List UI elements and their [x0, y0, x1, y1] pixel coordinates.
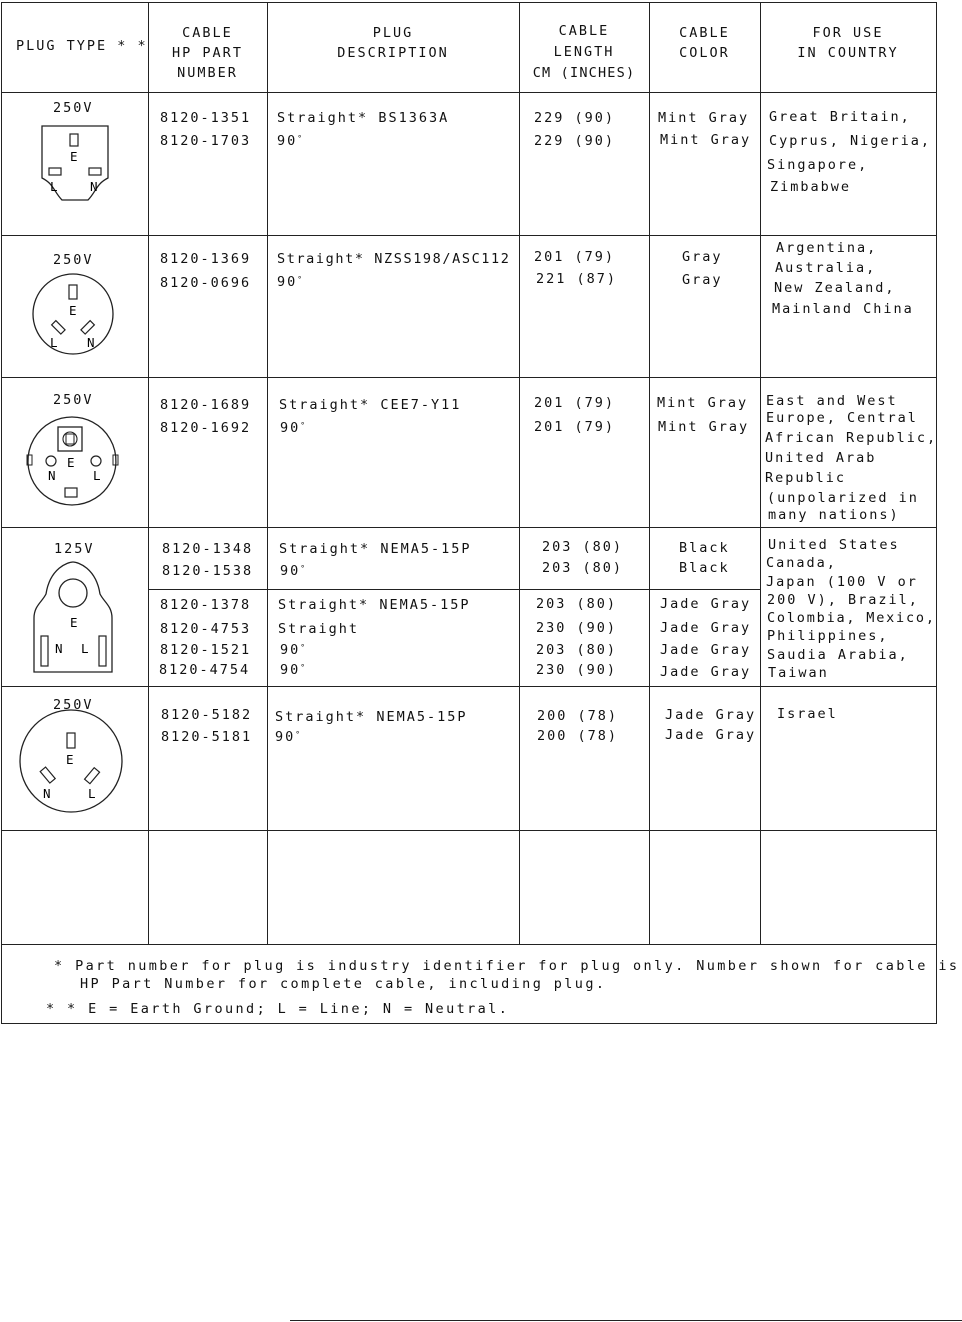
plug-description: Straight* NEMA5-15P [279, 541, 472, 557]
country-line: Colombia, Mexico, [767, 610, 936, 626]
part-number: 8120-1378 [160, 597, 252, 613]
pin-label-l: L [50, 179, 58, 194]
part-number: 8120-1689 [160, 397, 252, 413]
header-plug-desc-2: DESCRIPTION [337, 45, 449, 61]
cable-length: 200 (78) [537, 708, 619, 724]
plug-description: 90° [280, 563, 306, 579]
schuko-plug-icon [25, 412, 121, 504]
cable-color: Black [679, 560, 730, 576]
country-line: East and West [766, 393, 898, 409]
country-line: Great Britain, [769, 109, 911, 125]
voltage-label: 250V [53, 100, 94, 116]
country-line: Singapore, [767, 157, 869, 173]
pin-label-e: E [70, 615, 78, 630]
pin-label-l: L [93, 468, 101, 483]
part-number: 8120-1692 [160, 420, 252, 436]
country-line: Mainland China [772, 301, 914, 317]
header-plug-type: PLUG TYPE * * [16, 38, 148, 54]
plug-description: Straight [278, 621, 360, 637]
part-number: 8120-0696 [160, 275, 252, 291]
footnote-star-line-2: HP Part Number for complete cable, including plug. [80, 976, 607, 992]
country-line: Argentina, [776, 240, 878, 256]
pin-label-e: E [66, 752, 74, 767]
cable-length: 230 (90) [536, 662, 618, 678]
nema-5-15p-plug-icon [18, 560, 124, 680]
cable-length: 201 (79) [534, 249, 616, 265]
pin-label-l: L [50, 335, 58, 350]
cable-color: Jade Gray [665, 727, 757, 743]
part-number: 8120-1348 [162, 541, 254, 557]
plug-description: Straight* CEE7-Y11 [279, 397, 462, 413]
voltage-label: 250V [53, 697, 94, 713]
cable-length: 201 (79) [534, 395, 616, 411]
israeli-plug-icon [18, 717, 124, 809]
voltage-label: 250V [53, 252, 94, 268]
bs1363-plug-icon [30, 122, 120, 207]
country-line: Zimbabwe [770, 179, 852, 195]
plug-description: Straight* BS1363A [277, 110, 450, 126]
country-line: 200 V), Brazil, [767, 592, 919, 608]
cable-length: 200 (78) [537, 728, 619, 744]
pin-label-e: E [67, 455, 75, 470]
header-cable-part-1: CABLE [182, 25, 233, 41]
cable-color: Jade Gray [660, 664, 752, 680]
country-line: Cyprus, Nigeria, [769, 133, 932, 149]
plug-description: 90° [280, 420, 306, 436]
cable-color: Jade Gray [665, 707, 757, 723]
header-length-2: LENGTH [553, 44, 615, 60]
cable-length: 203 (80) [536, 596, 618, 612]
country-line: Japan (100 V or [766, 574, 918, 590]
country-line: New Zealand, [774, 280, 896, 296]
cable-color: Mint Gray [658, 419, 750, 435]
part-number: 8120-1538 [162, 563, 254, 579]
voltage-label: 250V [53, 392, 94, 408]
footnote-star-line-1: * Part number for plug is industry identifier for plug only. Number shown for cable is [54, 958, 960, 974]
part-number: 8120-1521 [160, 642, 252, 658]
part-number: 8120-5181 [161, 729, 253, 745]
cable-length: 203 (80) [536, 642, 618, 658]
cable-length: 201 (79) [534, 419, 616, 435]
header-length-1: CABLE [558, 23, 610, 39]
country-line: United Arab [765, 450, 877, 466]
pin-label-e: E [70, 149, 78, 164]
country-line: many nations) [768, 507, 900, 523]
part-number: 8120-5182 [161, 707, 253, 723]
pin-label-l: L [81, 641, 89, 656]
plug-description: Straight* NEMA5-15P [278, 597, 471, 613]
cable-color: Mint Gray [658, 110, 750, 126]
header-cable-part-3: NUMBER [177, 65, 238, 81]
pin-label-e: E [69, 303, 77, 318]
cable-length: 230 (90) [536, 620, 618, 636]
part-number: 8120-1351 [160, 110, 252, 126]
header-color-2: COLOR [679, 45, 730, 61]
cable-color: Mint Gray [657, 395, 749, 411]
cable-color: Mint Gray [660, 132, 752, 148]
part-number: 8120-1703 [160, 133, 252, 149]
country-line: Taiwan [768, 665, 829, 681]
cable-length: 203 (80) [542, 539, 624, 555]
voltage-label: 125V [54, 541, 95, 557]
part-number: 8120-1369 [160, 251, 252, 267]
part-number: 8120-4753 [160, 621, 252, 637]
plug-description: 90° [280, 642, 306, 658]
header-cable-part-2: HP PART [172, 45, 243, 61]
plug-description: Straight* NZSS198/ASC112 [277, 251, 511, 267]
cable-color: Jade Gray [660, 620, 752, 636]
pin-label-n: N [90, 179, 98, 194]
plug-description: 90° [275, 729, 301, 745]
country-line: Saudia Arabia, [767, 647, 909, 663]
country-line: Israel [777, 706, 838, 722]
header-color-1: CABLE [679, 25, 730, 41]
pin-label-n: N [43, 786, 51, 801]
cable-length: 229 (90) [534, 133, 616, 149]
cable-length: 229 (90) [534, 110, 616, 126]
country-line: Australia, [775, 260, 877, 276]
country-line: Republic [765, 470, 847, 486]
pin-label-l: L [88, 786, 96, 801]
header-length-3: CM (INCHES) [532, 65, 636, 81]
australian-plug-icon [26, 272, 122, 358]
header-country-2: IN COUNTRY [797, 45, 899, 61]
country-line: Europe, Central [766, 410, 918, 426]
plug-description: Straight* NEMA5-15P [275, 709, 468, 725]
pin-label-n: N [48, 468, 56, 483]
cable-length: 203 (80) [542, 560, 624, 576]
cable-color: Black [679, 540, 730, 556]
cable-color: Gray [682, 249, 723, 265]
plug-description: 90° [280, 662, 306, 678]
part-number: 8120-4754 [159, 662, 251, 678]
country-line: Philippines, [767, 628, 889, 644]
country-line: Canada, [766, 555, 837, 571]
header-plug-desc-1: PLUG [372, 25, 414, 41]
country-line: African Republic, [765, 430, 938, 446]
plug-description: 90° [277, 274, 303, 290]
country-line: United States [768, 537, 900, 553]
footnote-double-star: * * E = Earth Ground; L = Line; N = Neutral. [46, 1001, 510, 1017]
header-country-1: FOR USE [812, 25, 884, 41]
country-line: (unpolarized in [767, 490, 919, 506]
plug-description: 90° [277, 133, 303, 149]
pin-label-n: N [87, 335, 95, 350]
cable-length: 221 (87) [536, 271, 618, 287]
cable-color: Gray [682, 272, 723, 288]
pin-label-n: N [55, 641, 63, 656]
cable-color: Jade Gray [660, 596, 752, 612]
cable-color: Jade Gray [660, 642, 752, 658]
